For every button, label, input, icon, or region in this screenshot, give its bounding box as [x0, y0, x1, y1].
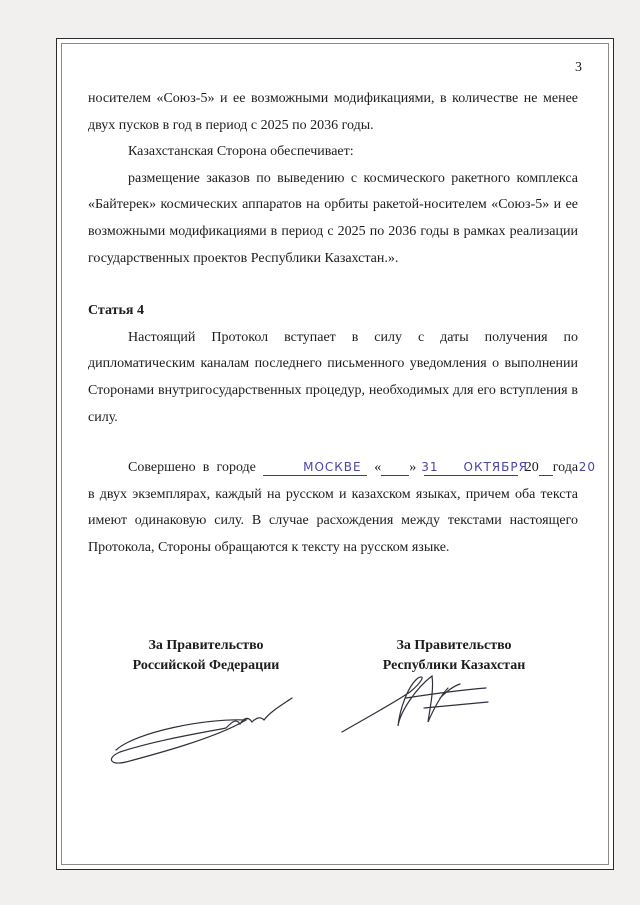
city-handwritten: МОСКВЕ: [263, 460, 367, 476]
page-number: 3: [575, 60, 582, 75]
day-handwritten: 31: [381, 460, 409, 476]
article-heading: Статья 4: [88, 303, 144, 319]
signature-right-line1: За Правительство: [396, 638, 512, 653]
done-at-continuation: в двух экземплярах, каждый на русском и казахском языках, причем оба текста имеют одинаковую силу. В случае расхождения между текстами настоящего Протокола, Стороны обращаются к тексту на русском языке.: [88, 486, 578, 555]
done-at-prefix: Совершено в городе: [128, 460, 256, 476]
paragraph-2: Казахстанская Сторона обеспечивает:: [128, 144, 354, 160]
done-at-line: [88, 455, 596, 482]
signature-right-drawing: [336, 668, 506, 748]
signature-block-russia: [96, 636, 316, 676]
month-handwritten: ОКТЯБРЯ: [424, 460, 518, 476]
year-handwritten: 20: [539, 460, 553, 476]
open-quote: «: [374, 460, 382, 476]
signature-left-line1: За Правительство: [148, 638, 264, 653]
signature-left-drawing: [96, 688, 316, 778]
year-prefix: 20: [524, 460, 539, 476]
paragraph-3: размещение заказов по выведению с космического ракетного комплекса «Байтерек» космических аппаратов на орбиты ракетой-носителем «Союз-5» и ее возможными модификациями в период с 2025 по 2036 годы в рамках реализации государственных проектов Республики Казахстан.».: [88, 170, 578, 266]
year-suffix: года: [552, 460, 579, 476]
signature-left-line2: Российской Федерации: [132, 658, 280, 673]
paragraph-4: Настоящий Протокол вступает в силу с даты получения по дипломатическим каналам последнего письменного уведомления о выполнении Сторонами внутригосударственных процедур, необходимых для его вступления в силу.: [88, 329, 578, 425]
signature-right-line2: Республики Казахстан: [382, 658, 526, 673]
close-quote: »: [409, 460, 417, 476]
paragraph-1: носителем «Союз-5» и ее возможными модификациями, в количестве не менее двух пусков в год в период с 2025 по 2036 годы.: [88, 91, 578, 133]
document-body: [88, 86, 596, 562]
